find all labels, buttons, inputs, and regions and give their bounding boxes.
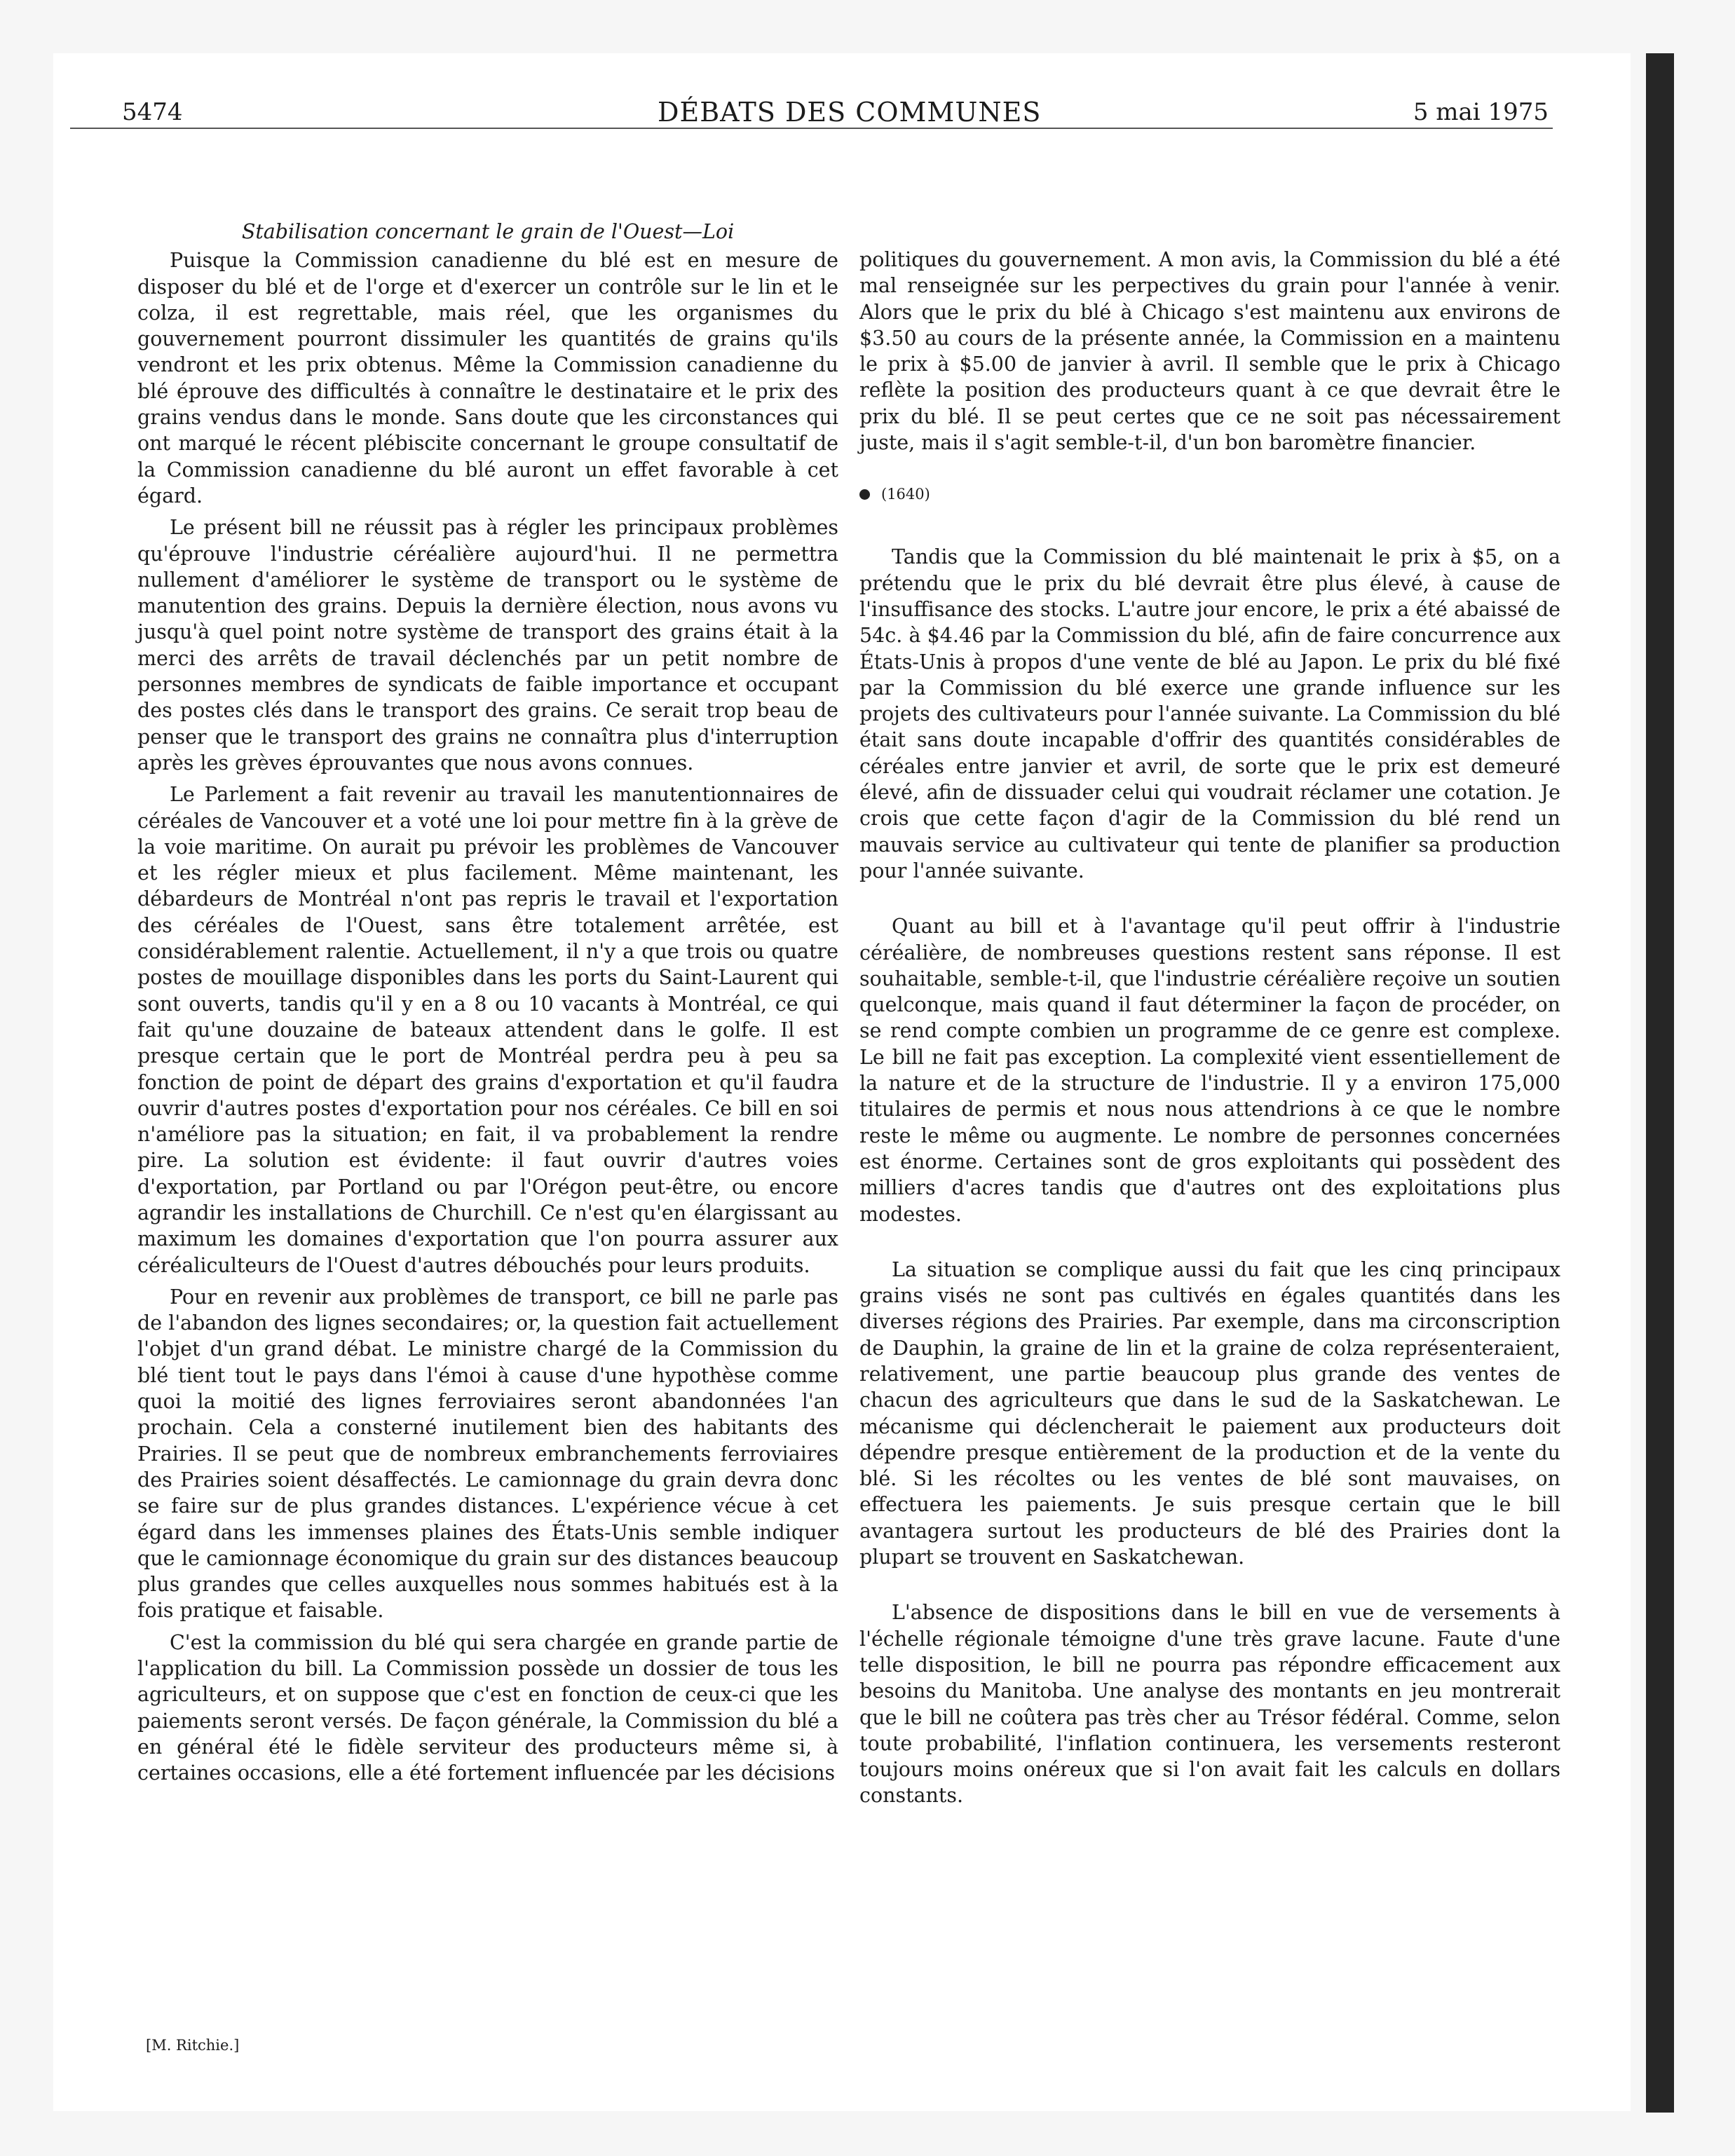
issue-date: 5 mai 1975 xyxy=(1413,98,1549,126)
left-column xyxy=(137,219,838,1792)
bullet-icon xyxy=(859,489,870,500)
speaker-attribution: [M. Ritchie.] xyxy=(146,2037,240,2054)
timestamp xyxy=(859,484,1560,505)
scan-edge-bar xyxy=(1646,53,1674,2113)
timestamp-text: (1640) xyxy=(881,486,930,503)
publication-title: DÉBATS DES COMMUNES xyxy=(658,97,1042,128)
paragraph: Tandis que la Commission du blé maintenait le prix à $5, on a prétendu que le prix du blé devrait être plus élevé, à cause de l'insuffisance des stocks. L'autre jour encore, le prix a été abaissé de 54c. à $4.46 par la Commission du blé, afin de faire concurrence aux États-Unis à propos d'une vente de blé au Japon. Le prix du blé fixé par la Commission du blé exerce une grande influence sur les projets des cultivateurs pour l'année suivante. La Commission du blé était sans doute incapable d'offrir des quantités considérables de céréales entre janvier et avril, de sorte que le prix est demeuré élevé, afin de dissuader celui qui voudrait réclamer une cotation. Je crois que cette façon d'agir de la Commission du blé rend un mauvais service au cultivateur qui tente de planifier sa production pour l'année suivante. xyxy=(859,545,1560,882)
paragraph: L'absence de dispositions dans le bill en vue de versements à l'échelle régionale témoigne d'une très grave lacune. Faute d'une telle disposition, le bill ne pourra pas répondre efficacement aux besoins du Manitoba. Une analyse des montants en jeu montrerait que le bill ne coûtera pas très cher au Trésor fédéral. Comme, selon toute probabilité, l'inflation continuera, les versements resteront toujours moins onéreux que si l'on avait fait les calculs en dollars constants. xyxy=(859,1601,1560,1808)
right-column xyxy=(859,247,1560,1815)
paragraph: Pour en revenir aux problèmes de transport, ce bill ne parle pas de l'abandon des lignes secondaires; or, la question fait actuellement l'objet d'un grand débat. Le ministre chargé de la Commission du blé tient tout le pays dans l'émoi à cause d'une hypothèse comme quoi la moitié des lignes ferroviaires seront abandonnées l'an prochain. Cela a consterné inutilement bien des habitants des Prairies. Il se peut que de nombreux embranchements ferroviaires des Prairies soient désaffectés. Le camionnage du grain devra donc se faire sur de plus grandes distances. L'expérience vécue à cet égard dans les immenses plaines des États-Unis semble indiquer que le camionnage économique du grain sur des distances beaucoup plus grandes que celles auxquelles nous sommes habitués est à la fois pratique et faisable. xyxy=(137,1285,838,1623)
paragraph: Quant au bill et à l'avantage qu'il peut offrir à l'industrie céréalière, de nombreuses questions restent sans réponse. Il est souhaitable, semble-t-il, que l'industrie céréalière reçoive un soutien quelconque, mais quand il faut déterminer la façon de procéder, on se rend compte combien un programme de ce genre est complexe. Le bill ne fait pas exception. La complexité vient essentiellement de la nature et de la structure de l'industrie. Il y a environ 175,000 titulaires de permis et nous nous attendrions à ce que le nombre reste le même ou augmente. Le nombre de personnes concernées est énorme. Certaines sont de gros exploitants qui possèdent des milliers d'acres tandis que d'autres ont des exploitations plus modestes. xyxy=(859,915,1560,1226)
paragraph-continuation: politiques du gouvernement. A mon avis, la Commission du blé a été mal renseignée sur les perpectives du grain pour l'année à venir. Alors que le prix du blé à Chicago s'est maintenu aux environs de $3.50 au cours de la présente année, la Commission en a maintenu le prix à $5.00 de janvier à avril. Il semble que le prix à Chicago reflète la position des producteurs quant à ce que devrait être le prix du blé. Il se peut certes que ce ne soit pas nécessairement juste, mais il s'agit semble-t-il, d'un bon baromètre financier. xyxy=(859,248,1560,455)
paragraph: La situation se complique aussi du fait que les cinq principaux grains visés ne sont pas cultivés en égales quantités dans les diverses régions des Prairies. Par exemple, dans ma circonscription de Dauphin, la graine de lin et la graine de colza représenteraient, relativement, une partie beaucoup plus grande des ventes de chacun des agriculteurs que dans le sud de la Saskatchewan. Le mécanisme qui déclencherait le paiement aux producteurs doit dépendre presque entièrement de la production et de la vente du blé. Si les récoltes ou les ventes de blé sont mauvaises, on effectuera les paiements. Je suis presque certain que le bill avantagera surtout les producteurs de blé des Prairies dont la plupart se trouvent en Saskatchewan. xyxy=(859,1257,1560,1569)
section-title: Stabilisation concernant le grain de l'Ouest—Loi xyxy=(241,220,735,243)
page-header xyxy=(70,97,1553,129)
paragraph: C'est la commission du blé qui sera chargée en grande partie de l'application du bill. La Commission possède un dossier de tous les agriculteurs, et on suppose que c'est en fonction de ceux-ci que les paiements seront versés. De façon générale, la Commission du blé a en général été le fidèle serviteur des producteurs même si, à certaines occasions, elle a été fortement influencée par les décisions xyxy=(137,1630,838,1785)
paragraph: Le présent bill ne réussit pas à régler les principaux problèmes qu'éprouve l'industrie céréalière aujourd'hui. Il ne permettra nullement d'améliorer le système de transport ou le système de manutention des grains. Depuis la dernière élection, nous avons vu jusqu'à quel point notre système de transport des grains était à la merci des arrêts de travail déclenchés par un petit nombre de personnes membres de syndicats de faible importance et occupant des postes clés dans le transport des grains. Ce serait trop beau de penser que le transport des grains ne connaîtra plus d'interruption après les grèves éprouvantes que nous avons connues. xyxy=(137,516,838,775)
paragraph: Puisque la Commission canadienne du blé est en mesure de disposer du blé et de l'orge et d'exercer un contrôle sur le lin et le colza, il est regrettable, mais réel, que les organismes du gouvernement pourront dissimuler les quantités de grains qu'ils vendront et les prix obtenus. Même la Commission canadienne du blé éprouve des difficultés à connaître le destinataire et le prix des grains vendus dans le monde. Sans doute que les circonstances qui ont marqué le récent plébiscite concernant le groupe consultatif de la Commission canadienne du blé auront un effet favorable à cet égard. xyxy=(137,249,838,507)
page-number: 5474 xyxy=(122,98,183,126)
paragraph: Le Parlement a fait revenir au travail les manutentionnaires de céréales de Vancouver et a voté une loi pour mettre fin à la grève de la voie maritime. On aurait pu prévoir les problèmes de Vancouver et les régler mieux et plus facilement. Même maintenant, les débardeurs de Montréal n'ont pas repris le travail et l'exportation des céréales de l'Ouest, sans être totalement arrêtée, est considérablement ralentie. Actuellement, il n'y a que trois ou quatre postes de mouillage disponibles dans les ports du Saint-Laurent qui sont ouverts, tandis qu'il y en a 8 ou 10 vacants à Montréal, ce qui fait qu'une douzaine de bateaux attendent dans le golfe. Il est presque certain que le port de Montréal perdra peu à peu sa fonction de point de départ des grains d'exportation et qu'il faudra ouvrir d'autres postes d'exportation pour nos céréales. Ce bill en soi n'améliore pas la situation; en fait, il va probablement la rendre pire. La solution est évidente: il faut ouvrir d'autres voies d'exportation, par Portland ou par l'Orégon peut-être, ou encore agrandir les installations de Churchill. Ce n'est qu'en élargissant au maximum les domaines d'exportation que l'on pourra assurer aux céréaliculteurs de l'Ouest d'autres débouchés pour leurs produits. xyxy=(137,783,838,1277)
